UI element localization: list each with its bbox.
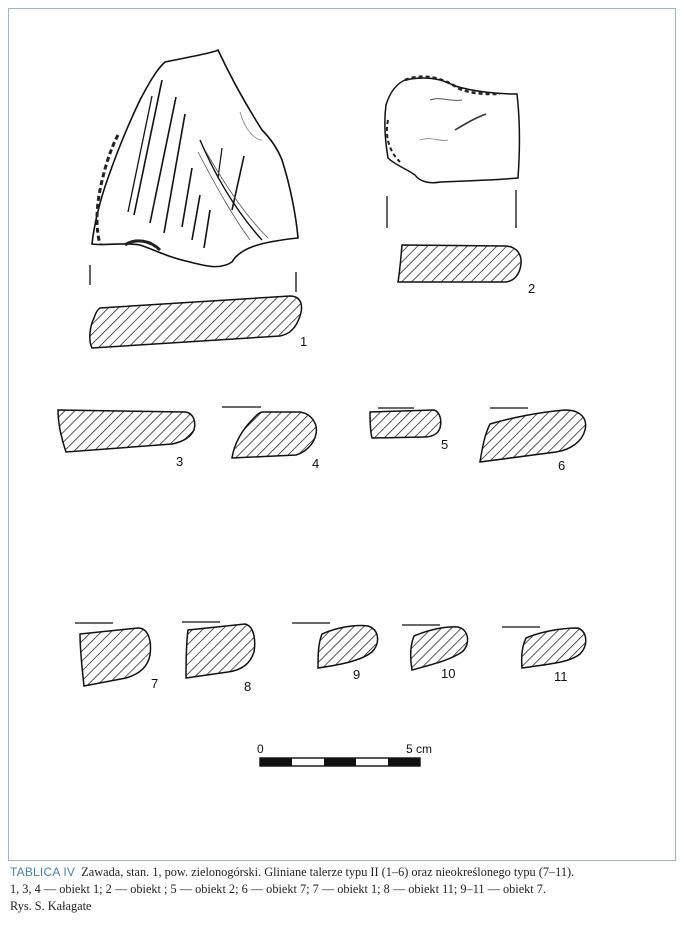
caption-tag: TABLICA IV [10, 865, 76, 879]
fragment-1-top-view [92, 50, 298, 267]
figure-number-8: 8 [244, 679, 252, 694]
fragment-5-section [370, 408, 441, 438]
figure-number-7: 7 [151, 676, 159, 691]
figure-number-5: 5 [441, 437, 449, 452]
fragment-10-section [402, 625, 468, 670]
fragment-4-section [222, 407, 316, 458]
figure-number-9: 9 [353, 667, 361, 682]
caption-line-1 [10, 864, 674, 881]
scale-start-label: 0 [257, 742, 264, 756]
figure-number-1: 1 [300, 334, 308, 349]
figure-number-6: 6 [558, 458, 566, 473]
fragment-3-section [58, 410, 195, 452]
figure-number-10: 10 [441, 666, 456, 681]
fragment-8-section [182, 622, 255, 678]
figure-number-2: 2 [528, 281, 536, 296]
caption-title: Zawada, stan. 1, pow. zielonogórski. Gliniane talerze typu II (1–6) oraz nieokreślonego typu (7–11). [81, 865, 575, 879]
fragment-7-section [75, 623, 151, 686]
fragment-6-section [480, 408, 586, 462]
caption-line-2: 1, 3, 4 — obiekt 1; 2 — obiekt ; 5 — obiekt 2; 6 — obiekt 7; 7 — obiekt 1; 8 — obiekt 11; 9–11 — obiekt 7. [10, 882, 547, 896]
fragment-9-section [292, 623, 378, 668]
fragment-2-section [387, 190, 521, 282]
caption-line-3: Rys. S. Kałagate [10, 899, 92, 913]
plate-caption [10, 864, 674, 915]
scale-bar [260, 758, 420, 766]
fragment-2-top-view [385, 77, 519, 183]
fragment-1-section [90, 265, 302, 348]
fragment-11-section [502, 627, 586, 668]
figure-number-11: 11 [554, 669, 568, 684]
scale-end-label: 5 cm [406, 742, 433, 756]
figure-number-3: 3 [176, 454, 184, 469]
figure-number-4: 4 [312, 456, 320, 471]
